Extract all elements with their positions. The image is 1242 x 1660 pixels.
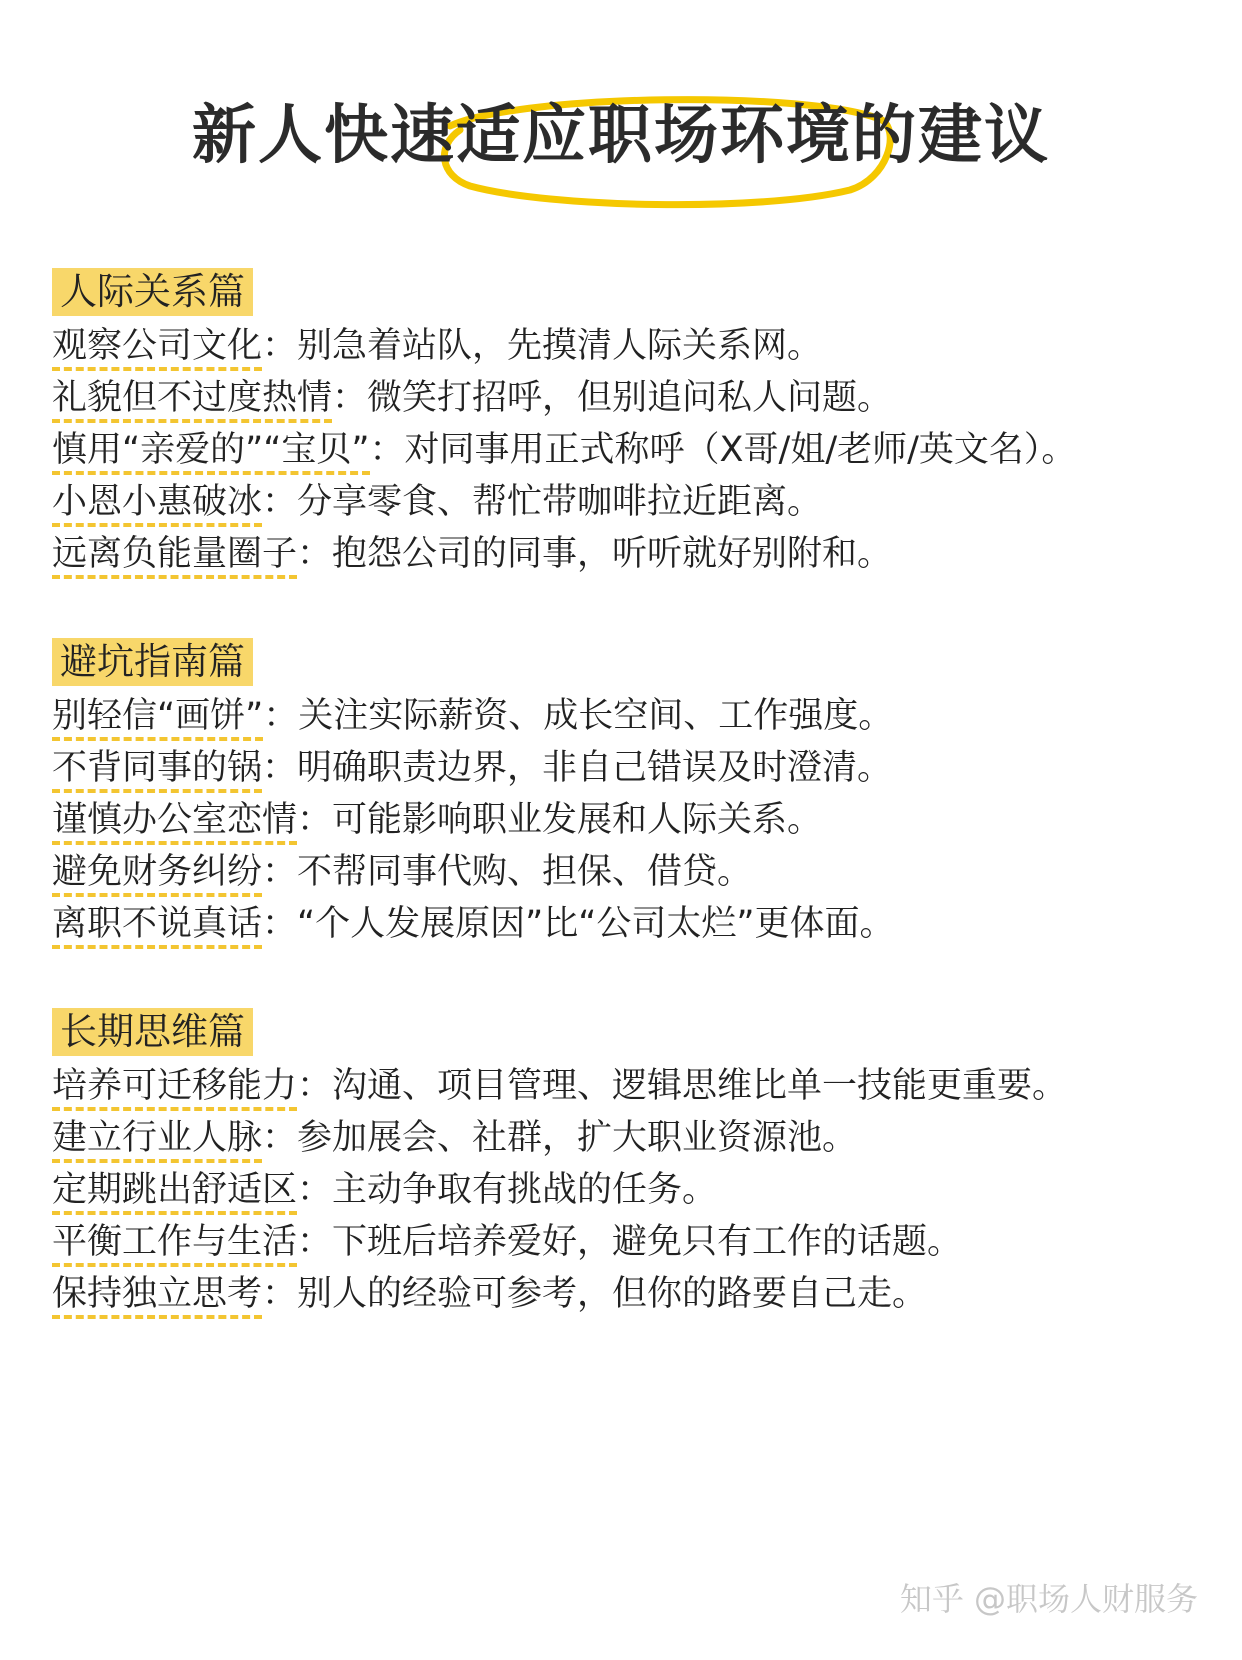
section [52, 1008, 1202, 1320]
item-separator: ： [297, 1066, 333, 1106]
item-separator: ： [262, 326, 298, 366]
section [52, 638, 1202, 950]
section [52, 268, 1202, 580]
item-separator: ： [262, 748, 298, 788]
watermark: 知乎 @职场人财服务 [899, 1580, 1198, 1618]
item-term: 远离负能量圈子 [52, 534, 297, 579]
item-separator: ： [262, 852, 298, 892]
item-text: 分享零食、帮忙带咖啡拉近距离。 [297, 482, 823, 522]
item-term: 不背同事的锅 [52, 748, 262, 793]
item-term: 定期跳出舒适区 [52, 1170, 297, 1215]
list-item [52, 320, 1202, 372]
item-text: 微笑打招呼，但别追问私人问题。 [367, 378, 893, 418]
list-item [52, 690, 1202, 742]
item-separator: ： [263, 696, 299, 736]
item-term: 谨慎办公室恋情 [52, 800, 297, 845]
list-item [52, 846, 1202, 898]
list-item [52, 898, 1202, 950]
item-term: 培养可迁移能力 [52, 1066, 297, 1111]
item-term: 平衡工作与生活 [52, 1222, 297, 1267]
list-item [52, 1268, 1202, 1320]
list-item [52, 372, 1202, 424]
list-item [52, 528, 1202, 580]
list-item [52, 1112, 1202, 1164]
item-term: 避免财务纠纷 [52, 852, 262, 897]
item-text: 抱怨公司的同事，听听就好别附和。 [332, 534, 893, 574]
item-text: 主动争取有挑战的任务。 [332, 1170, 718, 1210]
list-item [52, 1216, 1202, 1268]
item-term: 离职不说真话 [52, 904, 262, 949]
item-term: 保持独立思考 [52, 1274, 262, 1319]
item-text: 明确职责边界，非自己错误及时澄清。 [297, 748, 893, 788]
item-term: 礼貌但不过度热情 [52, 378, 332, 423]
item-text: 沟通、项目管理、逻辑思维比单一技能更重要。 [332, 1066, 1068, 1106]
item-text: 可能影响职业发展和人际关系。 [332, 800, 823, 840]
item-separator: ： [262, 904, 298, 944]
list-item [52, 794, 1202, 846]
item-separator: ： [297, 800, 333, 840]
item-text: 对同事用正式称呼（X哥/姐/老师/英文名）。 [404, 430, 1077, 470]
list-item [52, 742, 1202, 794]
item-text: 不帮同事代购、担保、借贷。 [297, 852, 753, 892]
item-separator: ： [297, 1222, 333, 1262]
section-heading: 避坑指南篇 [52, 638, 253, 686]
item-term: 别轻信“画饼” [52, 696, 263, 741]
item-separator: ： [297, 534, 333, 574]
list-item [52, 1164, 1202, 1216]
section-heading: 人际关系篇 [52, 268, 253, 316]
item-text: 参加展会、社群，扩大职业资源池。 [297, 1118, 858, 1158]
item-text: 下班后培养爱好，避免只有工作的话题。 [332, 1222, 963, 1262]
item-separator: ： [332, 378, 368, 418]
item-term: 小恩小惠破冰 [52, 482, 262, 527]
page-title: 新人快速适应职场环境的建议 [192, 99, 1050, 173]
item-separator: ： [262, 482, 298, 522]
item-text: 别人的经验可参考，但你的路要自己走。 [297, 1274, 928, 1314]
item-separator: ： [262, 1118, 298, 1158]
item-text: 别急着站队，先摸清人际关系网。 [297, 326, 823, 366]
list-item [52, 476, 1202, 528]
title-area [0, 86, 1242, 216]
article-body [52, 268, 1202, 1378]
list-item [52, 424, 1202, 476]
item-term: 观察公司文化 [52, 326, 262, 371]
item-term: 建立行业人脉 [52, 1118, 262, 1163]
section-heading: 长期思维篇 [52, 1008, 253, 1056]
item-separator: ： [297, 1170, 333, 1210]
item-text: “个人发展原因”比“公司太烂”更体面。 [297, 904, 895, 944]
list-item [52, 1060, 1202, 1112]
item-separator: ： [262, 1274, 298, 1314]
item-separator: ： [369, 430, 405, 470]
item-text: 关注实际薪资、成长空间、工作强度。 [298, 696, 894, 736]
item-term: 慎用“亲爱的”“宝贝” [52, 430, 370, 475]
